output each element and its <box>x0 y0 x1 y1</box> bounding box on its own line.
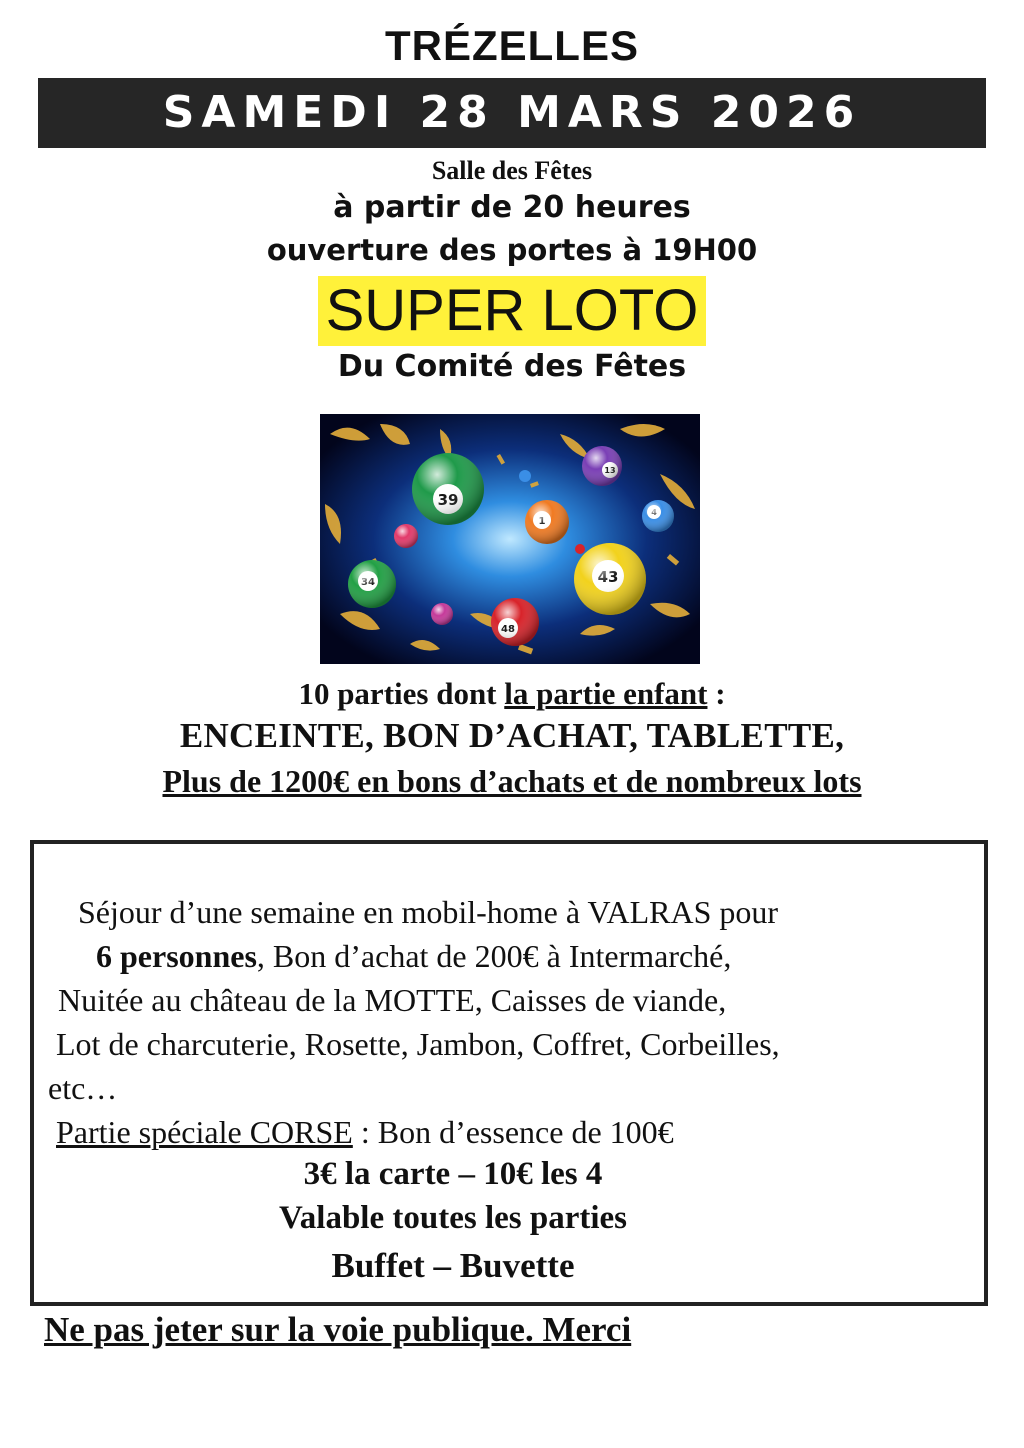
footer-notice: Ne pas jeter sur la voie publique. Merci <box>44 1310 632 1349</box>
card-price: 3€ la carte – 10€ les 4 <box>303 1156 603 1192</box>
kids-game-text: la partie enfant <box>504 676 708 711</box>
main-prizes: ENCEINTE, BON D’ACHAT, TABLETTE, <box>179 716 845 755</box>
prize-line-1: Séjour d’une semaine en mobil-home à VALRAS pour <box>78 894 779 930</box>
games-intro: 10 parties dont <box>298 676 505 711</box>
venue-text: Salle des Fêtes <box>431 156 593 185</box>
prize-line-3: Nuitée au château de la MOTTE, Caisses de viande, <box>58 982 727 1018</box>
prize-line-5: etc… <box>48 1070 118 1106</box>
ball-1 <box>525 500 569 544</box>
games-colon: : <box>707 676 726 711</box>
prize-details-box <box>30 840 988 1306</box>
organizer-text: Du Comité des Fêtes <box>337 349 687 384</box>
bingo-balls-illustration <box>320 414 700 664</box>
cash-line-wrapper <box>0 763 1024 800</box>
ball-48 <box>491 598 539 646</box>
event-date-banner: SAMEDI 28 MARS 2026 <box>38 78 986 148</box>
special-game-label: Partie spéciale CORSE <box>56 1114 353 1150</box>
validity-text: Valable toutes les parties <box>278 1200 627 1236</box>
prize-line-4: Lot de charcuterie, Rosette, Jambon, Coffret, Corbeilles, <box>56 1026 780 1062</box>
prize-line-2-rest: , Bon d’achat de 200€ à Intermarché, <box>256 938 732 974</box>
special-game-prize: : Bon d’essence de 100€ <box>352 1114 674 1150</box>
games-line <box>0 676 1024 712</box>
ball-39 <box>412 453 484 525</box>
ball-4 <box>642 500 674 532</box>
town-name: TRÉZELLES <box>384 22 639 69</box>
prize-line-2 <box>96 938 731 975</box>
prize-line-6 <box>56 1114 674 1151</box>
persons-count: 6 personnes <box>96 938 257 974</box>
bingo-balls-svg <box>320 414 700 664</box>
event-title-wrapper <box>0 276 1024 346</box>
buffet-text: Buffet – Buvette <box>331 1246 575 1285</box>
start-time-text: à partir de 20 heures <box>333 190 691 225</box>
ball-43 <box>574 543 646 615</box>
doors-open-text: ouverture des portes à 19H00 <box>266 233 758 267</box>
ball-34 <box>348 560 396 608</box>
vouchers-total: Plus de 1200€ en bons d’achats et de nombreux lots <box>162 763 862 799</box>
ball-13 <box>582 446 622 486</box>
event-title: SUPER LOTO <box>318 276 707 346</box>
